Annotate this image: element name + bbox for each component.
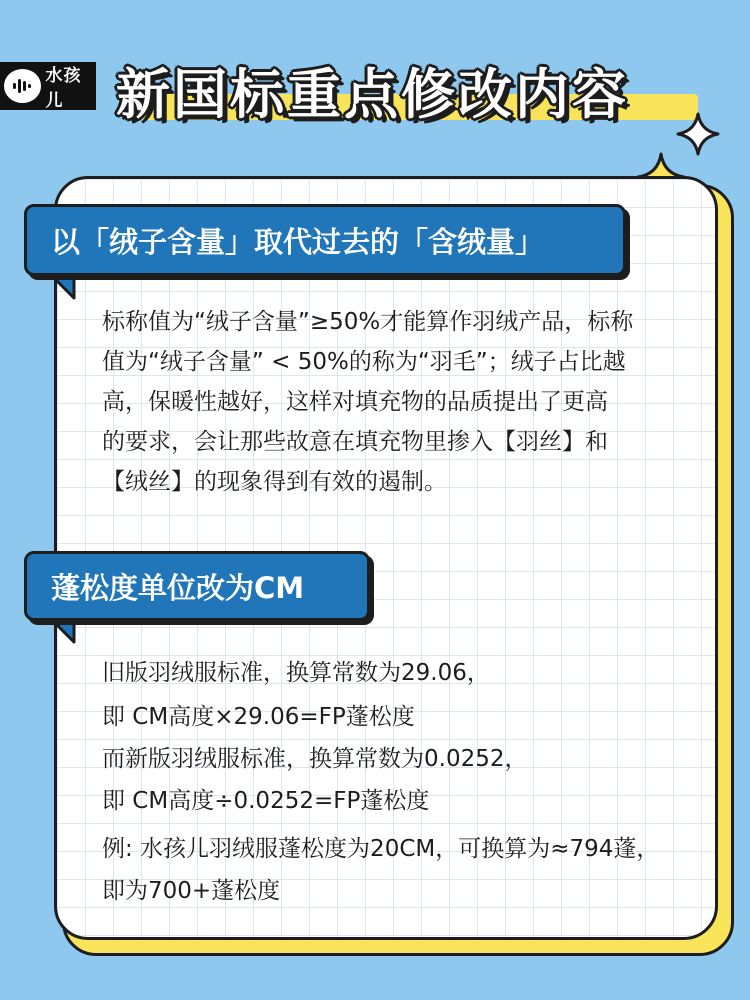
section-heading-loft-unit: 蓬松度单位改为CM xyxy=(24,551,370,621)
section1-paragraph xyxy=(102,302,702,502)
page-title: 新国标重点修改内容 xyxy=(116,63,629,126)
paragraph-line: 高，保暖性越好，这样对填充物的品质提出了更高 xyxy=(102,389,608,415)
paragraph-line: 【绒丝】的现象得到有效的遏制。 xyxy=(102,469,447,495)
wave-logo-icon xyxy=(4,69,41,103)
formula-line: 即 CM高度×29.06=FP蓬松度 xyxy=(102,704,415,730)
paragraph-line: 值为“绒子含量” < 50%的称为“羽毛”；绒子占比越 xyxy=(102,349,626,375)
paragraph-line: 标称值为“绒子含量”≥50%才能算作羽绒产品，标称 xyxy=(102,309,634,335)
formula-line: 旧版羽绒服标准，换算常数为29.06， xyxy=(102,660,490,686)
brand-tag xyxy=(0,62,96,110)
sparkle-icon xyxy=(676,112,720,156)
page-title-wrap xyxy=(116,52,629,129)
paragraph-line: 的要求，会让那些故意在填充物里掺入【羽丝】和 xyxy=(102,429,608,455)
brand-name: 水孩儿 xyxy=(45,66,82,111)
section-heading-fill-power: 以「绒子含量」取代过去的「含绒量」 xyxy=(24,204,626,276)
example-line: 即为700+蓬松度 xyxy=(102,878,281,904)
formula-line: 即 CM高度÷0.0252=FP蓬松度 xyxy=(102,788,430,814)
example-line: 例: 水孩儿羽绒服蓬松度为20CM，可换算为≈794蓬， xyxy=(102,836,660,862)
formula-line: 而新版羽绒服标准，换算常数为0.0252， xyxy=(102,746,528,772)
